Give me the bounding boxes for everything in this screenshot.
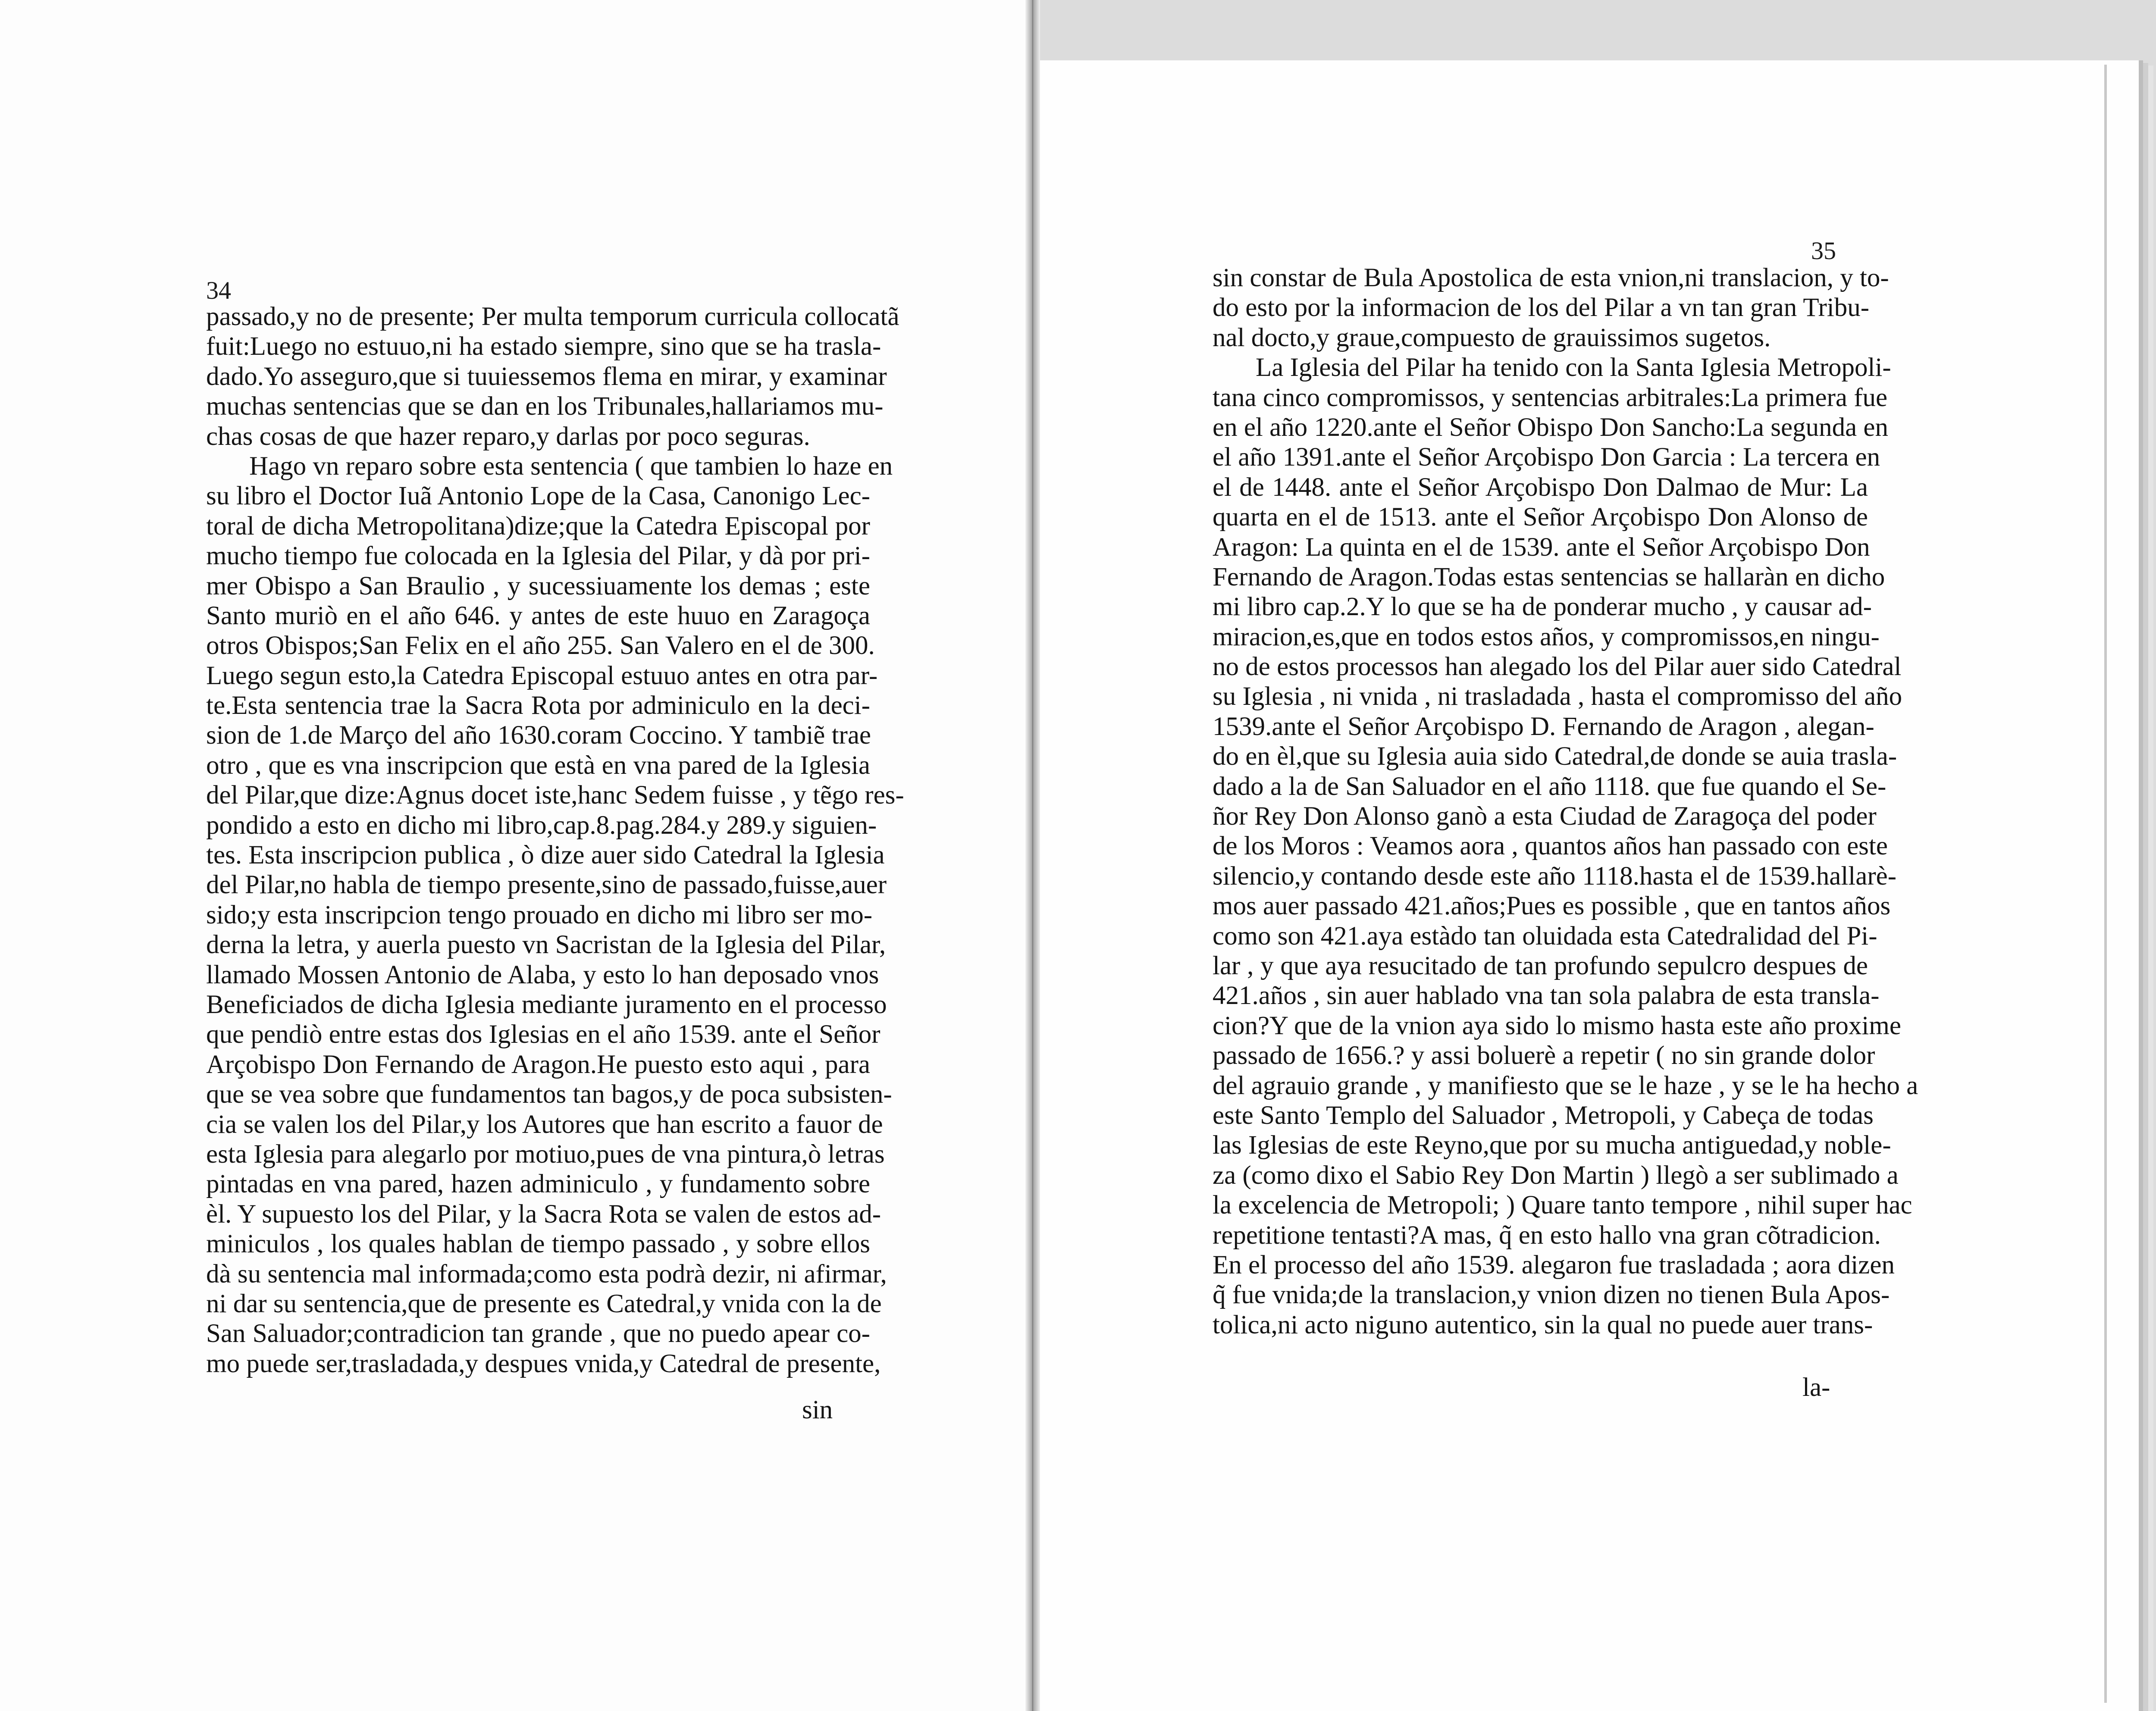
right_page-line: miracion,es,que en todos estos años, y compromissos,en ningu-	[1213, 622, 1880, 651]
right_page-line: las Iglesias de este Reyno,que por su mucha antiguedad,y noble-	[1213, 1131, 1891, 1160]
left_page-line: otros Obispos;San Felix en el año 255. San Valero en el de 300.	[206, 631, 875, 660]
left_page-line: toral de dicha Metropolitana)dize;que la Catedra Episcopal por	[206, 511, 870, 541]
left_page-line: del Pilar,no habla de tiempo presente,sino de passado,fuisse,auer	[206, 870, 887, 900]
right_page-line: q̃ fue vnida;de la translacion,y vnion dizen no tienen Bula Apos-	[1213, 1280, 1890, 1310]
right_page-line: como son 421.aya estàdo tan oluidada esta Catedralidad del Pi-	[1213, 921, 1877, 951]
right_page-line: dado a la de San Saluador en el año 1118. que fue quando el Se-	[1213, 772, 1887, 801]
left_page-line: cia se valen los del Pilar,y los Autores que han escrito a fauor de	[206, 1110, 883, 1139]
right_page-line: ñor Rey Don Alonso ganò a esta Ciudad de Zaragoça del poder	[1213, 802, 1877, 831]
left_page-line: miniculos , los quales hablan de tiempo passado , y sobre ellos	[206, 1229, 870, 1259]
left_page-line: passado,y no de presente; Per multa temporum curricula collocatã	[206, 302, 899, 331]
right_page-line: quarta en el de 1513. ante el Señor Arçobispo Don Alonso de	[1213, 503, 1868, 532]
left_page-line: èl. Y supuesto los del Pilar, y la Sacra Rota se valen de estos ad-	[206, 1199, 881, 1229]
left_page-line: derna la letra, y auerla puesto vn Sacristan de la Iglesia del Pilar,	[206, 930, 886, 960]
right_page-line: su Iglesia , ni vnida , ni trasladada , hasta el compromisso del año	[1213, 682, 1902, 711]
left_page-line: San Saluador;contradicion tan grande , que no puedo apear co-	[206, 1319, 870, 1348]
catchword-right: la-	[1802, 1373, 1830, 1402]
right_page-line: mos auer passado 421.años;Pues es possible , que en tantos años	[1213, 891, 1891, 921]
right_page-line: de los Moros : Veamos aora , quantos años han passado con este	[1213, 832, 1888, 861]
right_page-line: silencio,y contando desde este año 1118.hasta el de 1539.hallarè-	[1213, 861, 1897, 891]
page-edge	[2104, 65, 2107, 1703]
right_page-line: tolica,ni acto niguno autentico, sin la qual no puede auer trans-	[1213, 1310, 1873, 1339]
left_page-line: tes. Esta inscripcion publica , ò dize auer sido Catedral la Iglesia	[206, 841, 885, 870]
left_page-line: Arçobispo Don Fernando de Aragon.He puesto esto aqui , para	[206, 1050, 870, 1079]
left_page-line: que pendiò entre estas dos Iglesias en el año 1539. ante el Señor	[206, 1020, 881, 1049]
left_page-line: llamado Mossen Antonio de Alaba, y esto lo han deposado vnos	[206, 960, 879, 989]
left_page-line: dado.Yo asseguro,que si tuuiessemos flema en mirar, y examinar	[206, 362, 887, 391]
right_page-line: lar , y que aya resucitado de tan profundo sepulcro despues de	[1213, 951, 1868, 980]
right_page-line: el de 1448. ante el Señor Arçobispo Don Dalmao de Mur: La	[1213, 472, 1868, 502]
left_page-line: fuit:Luego no estuuo,ni ha estado siempre, sino que se ha trasla-	[206, 332, 881, 361]
right_page-line: nal docto,y graue,compuesto de grauissimos sugetos.	[1213, 323, 1771, 352]
page-number-right: 35	[1811, 237, 1836, 265]
right_page-line: en el año 1220.ante el Señor Obispo Don Sancho:La segunda en	[1213, 413, 1888, 442]
left_page-line: dà su sentencia mal informada;como esta podrà dezir, ni afirmar,	[206, 1259, 887, 1289]
right_page-line: passado de 1656.? y assi boluerè a repetir ( no sin grande dolor	[1213, 1041, 1875, 1070]
left_page-line: pondido a esto en dicho mi libro,cap.8.pag.284.y 289.y siguien-	[206, 810, 877, 840]
left_page-line: mucho tiempo fue colocada en la Iglesia del Pilar, y dà por pri-	[206, 541, 870, 571]
left_page-line: sion de 1.de Março del año 1630.coram Coccino. Y tambiẽ trae	[206, 721, 871, 750]
right_page-line: 421.años , sin auer hablado vna tan sola palabra de esta transla-	[1213, 981, 1880, 1010]
right_page-line: mi libro cap.2.Y lo que se ha de ponderar mucho , y causar ad-	[1213, 592, 1872, 622]
left_page-line: ni dar su sentencia,que de presente es Catedral,y vnida con la de	[206, 1289, 882, 1318]
right_page-line: za (como dixo el Sabio Rey Don Martin ) llegò a ser sublimado a	[1213, 1160, 1899, 1190]
right_page-line: do esto por la informacion de los del Pilar a vn tan gran Tribu-	[1213, 293, 1870, 322]
left_page-line: Luego segun esto,la Catedra Episcopal estuuo antes en otra par-	[206, 661, 878, 690]
left_page-line: mo puede ser,trasladada,y despues vnida,y Catedral de presente,	[206, 1349, 881, 1378]
right_page-line: sin constar de Bula Apostolica de esta vnion,ni translacion, y to-	[1213, 263, 1889, 292]
left_page-line: sido;y esta inscripcion tengo prouado en dicho mi libro ser mo-	[206, 900, 873, 929]
left_page-line: que se vea sobre que fundamentos tan bagos,y de poca subsisten-	[206, 1080, 892, 1109]
right_page-line: Fernando de Aragon.Todas estas sentencias se hallaràn en dicho	[1213, 562, 1885, 591]
left_page-line: mer Obispo a San Braulio , y sucessiuamente los demas ; este	[206, 571, 870, 601]
left_page-line: Santo muriò en el año 646. y antes de este huuo en Zaragoça	[206, 601, 870, 630]
right_page-line: el año 1391.ante el Señor Arçobispo Don Garcia : La tercera en	[1213, 443, 1880, 472]
catchword-left: sin	[802, 1395, 833, 1424]
right_page-line: En el processo del año 1539. alegaron fue trasladada ; aora dizen	[1213, 1250, 1895, 1279]
left_page-line: del Pilar,que dize:Agnus docet iste,hanc Sedem fuisse , y tẽgo res-	[206, 781, 904, 810]
page-number-left: 34	[206, 276, 231, 304]
left_page-line: te.Esta sentencia trae la Sacra Rota por adminiculo en la deci-	[206, 691, 870, 720]
right_page-line: Aragon: La quinta en el de 1539. ante el Señor Arçobispo Don	[1213, 532, 1870, 562]
left_page-line: otro , que es vna inscripcion que està en vna pared de la Iglesia	[206, 751, 870, 780]
right_page-line: tana cinco compromissos, y sentencias arbitrales:La primera fue	[1213, 383, 1888, 412]
book-gutter	[1025, 0, 1040, 1711]
left_page-line: pintadas en vna pared, hazen adminiculo , y fundamento sobre	[206, 1170, 870, 1199]
left_page-line: Beneficiados de dicha Iglesia mediante juramento en el processo	[206, 990, 887, 1019]
right_page-line: este Santo Templo del Saluador , Metropoli, y Cabeça de todas	[1213, 1101, 1874, 1130]
left_page-line: esta Iglesia para alegarlo por motiuo,pues de vna pintura,ò letras	[206, 1139, 885, 1169]
right_page-line: cion?Y que de la vnion aya sido lo mismo hasta este año proxime	[1213, 1011, 1901, 1040]
right_page-line: la excelencia de Metropoli; ) Quare tanto tempore , nihil super hac	[1213, 1191, 1912, 1220]
left_page-line: muchas sentencias que se dan en los Tribunales,hallariamos mu-	[206, 392, 884, 421]
right_page-line: repetitione tentasti?A mas, q̃ en esto hallo vna gran cõtradicion.	[1213, 1220, 1881, 1250]
right_page-line: La Iglesia del Pilar ha tenido con la Santa Iglesia Metropoli-	[1256, 353, 1891, 382]
left_page-line: su libro el Doctor Iuã Antonio Lope de la Casa, Canonigo Lec-	[206, 482, 870, 511]
right_page-line: del agrauio grande , y manifiesto que se le haze , y se le ha hecho a	[1213, 1071, 1918, 1100]
left_page-line: Hago vn reparo sobre esta sentencia ( que tambien lo haze en	[249, 451, 893, 481]
right_page-line: do en èl,que su Iglesia auia sido Catedral,de donde se auia trasla-	[1213, 742, 1897, 771]
right_page-line: 1539.ante el Señor Arçobispo D. Fernando de Aragon , alegan-	[1213, 712, 1874, 741]
left_page-line: chas cosas de que hazer reparo,y darlas por poco seguras.	[206, 422, 810, 451]
right_page-line: no de estos processos han alegado los del Pilar auer sido Catedral	[1213, 652, 1902, 682]
right-page-text	[1213, 263, 1918, 1340]
left-page-text	[206, 302, 904, 1379]
